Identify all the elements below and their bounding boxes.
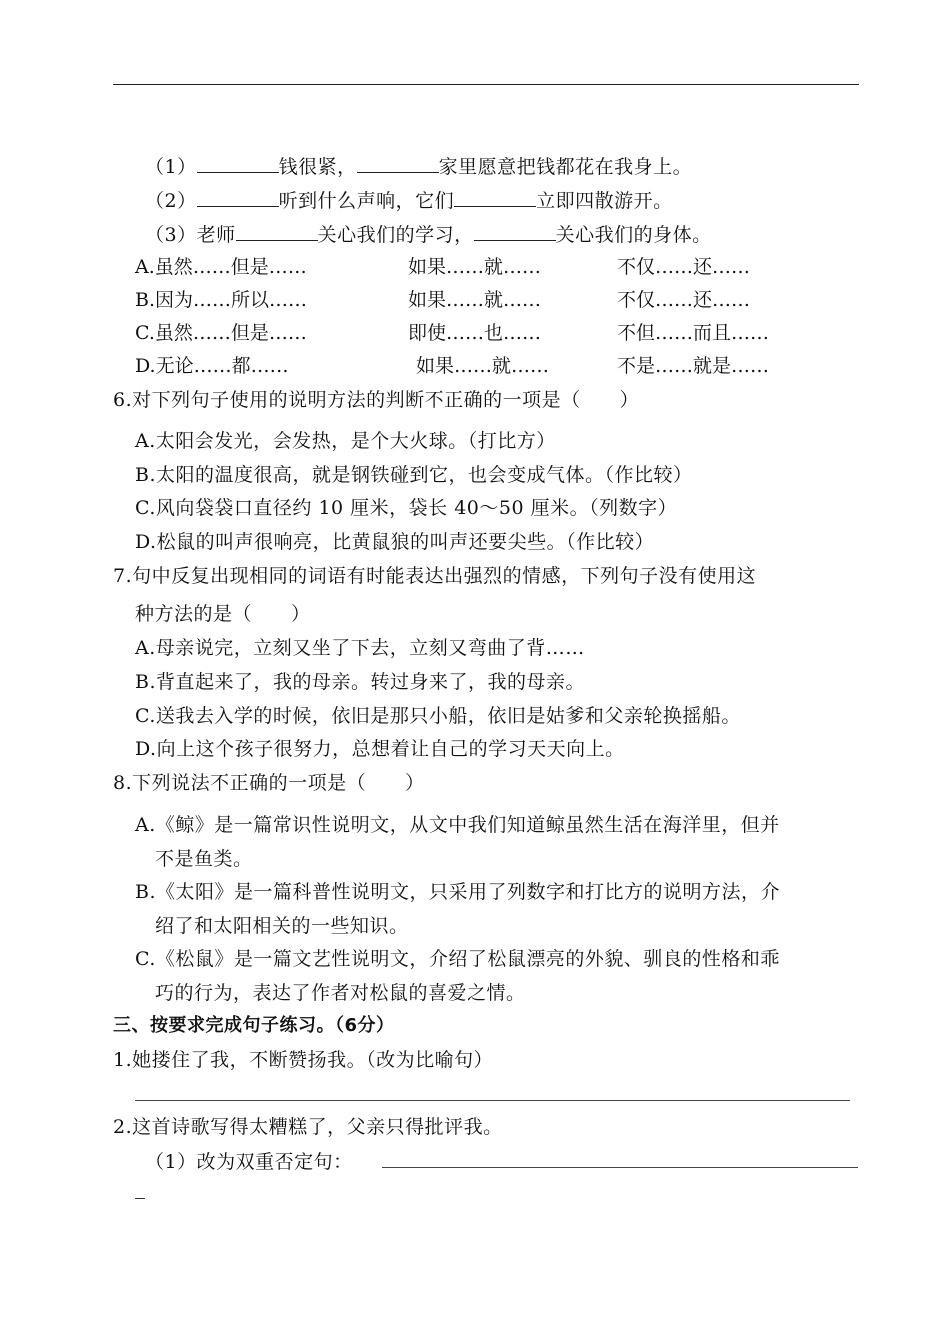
answer-blank[interactable] <box>197 188 279 207</box>
q8-option-c[interactable]: C.《松鼠》是一篇文艺性说明文，介绍了松鼠漂亮的外貌、驯良的性格和乖 <box>135 948 780 970</box>
q5-sub3: （3）老师 关心我们的学习， 关心我们的身体。 <box>145 224 712 246</box>
answer-blank[interactable] <box>197 154 279 173</box>
q6-option-b[interactable]: B.太阳的温度很高，就是钢铁碰到它，也会变成气体。（作比较） <box>135 464 693 486</box>
s3-item-2-sub1: （1）改为双重否定句： <box>145 1151 353 1173</box>
q5-sub2: （2） 听到什么声响，它们 立即四散游开。 <box>145 190 673 212</box>
answer-line-2[interactable] <box>382 1167 858 1168</box>
answer-blank[interactable] <box>357 154 439 173</box>
q5-option-d-col3: 不是……就是…… <box>617 355 770 377</box>
answer-blank[interactable] <box>474 222 556 241</box>
q5-option-b-col2: 如果……就…… <box>408 289 542 311</box>
q7-option-b[interactable]: B.背直起来了，我的母亲。转过身来了，我的母亲。 <box>135 671 586 693</box>
q5-option-c-col1[interactable]: C.虽然……但是…… <box>135 322 307 344</box>
q8-stem: 8.下列说法不正确的一项是（ ） <box>113 772 425 794</box>
s3-item-2: 2.这首诗歌写得太糟糕了，父亲只得批评我。 <box>113 1116 503 1138</box>
q5-option-d-col1[interactable]: D.无论……都…… <box>135 355 289 377</box>
q6-option-d[interactable]: D.松鼠的叫声很响亮，比黄鼠狼的叫声还要尖些。（作比较） <box>135 531 655 553</box>
q6-stem: 6.对下列句子使用的说明方法的判断不正确的一项是（ ） <box>113 389 640 411</box>
q5-option-d-col2: 如果……就…… <box>416 355 550 377</box>
q5-option-c-col3: 不但……而且…… <box>617 322 770 344</box>
q5-option-a-col2: 如果……就…… <box>408 256 542 278</box>
section-3-heading: 三、按要求完成句子练习。（6分） <box>113 1015 395 1036</box>
q5-option-c-col2: 即使……也…… <box>408 322 542 344</box>
q7-stem-line2: 种方法的是（ ） <box>135 603 311 625</box>
q8-option-b[interactable]: B.《太阳》是一篇科普性说明文，只采用了列数字和打比方的说明方法，介 <box>135 881 781 903</box>
q6-option-a[interactable]: A.太阳会发光，会发热，是个大火球。（打比方） <box>135 430 556 452</box>
q8-option-c-cont: 巧的行为，表达了作者对松鼠的喜爱之情。 <box>155 982 526 1004</box>
q5-option-b-col1[interactable]: B.因为……所以…… <box>135 289 308 311</box>
q5-option-a-col3: 不仅……还…… <box>617 256 751 278</box>
q7-stem-line1: 7.句中反复出现相同的词语有时能表达出强烈的情感，下列句子没有使用这 <box>113 565 757 587</box>
q7-option-d[interactable]: D.向上这个孩子很努力，总想着让自己的学习天天向上。 <box>135 738 625 760</box>
q8-option-a[interactable]: A.《鲸》是一篇常识性说明文，从文中我们知道鲸虽然生活在海洋里，但并 <box>135 814 780 836</box>
answer-line-1[interactable] <box>135 1100 850 1101</box>
q7-option-a[interactable]: A.母亲说完，立刻又坐了下去，立刻又弯曲了背…… <box>135 637 585 659</box>
q8-option-a-cont: 不是鱼类。 <box>155 848 253 870</box>
q5-option-a-col1[interactable]: A.虽然……但是…… <box>135 256 307 278</box>
q6-option-c[interactable]: C.风向袋袋口直径约 10 厘米，袋长 40～50 厘米。（列数字） <box>135 497 678 519</box>
q5-sub1: （1） 钱很紧， 家里愿意把钱都花在我身上。 <box>145 156 693 178</box>
q8-option-b-cont: 绍了和太阳相关的一些知识。 <box>155 915 409 937</box>
answer-blank[interactable] <box>454 188 536 207</box>
header-rule <box>113 84 859 85</box>
answer-blank[interactable] <box>236 222 318 241</box>
s3-item-1: 1.她搂住了我，不断赞扬我。（改为比喻句） <box>113 1049 494 1071</box>
continuation-dash <box>135 1198 145 1199</box>
q7-option-c[interactable]: C.送我去入学的时候，依旧是那只小船，依旧是姑爹和父亲轮换摇船。 <box>135 705 741 727</box>
q5-option-b-col3: 不仅……还…… <box>617 289 751 311</box>
